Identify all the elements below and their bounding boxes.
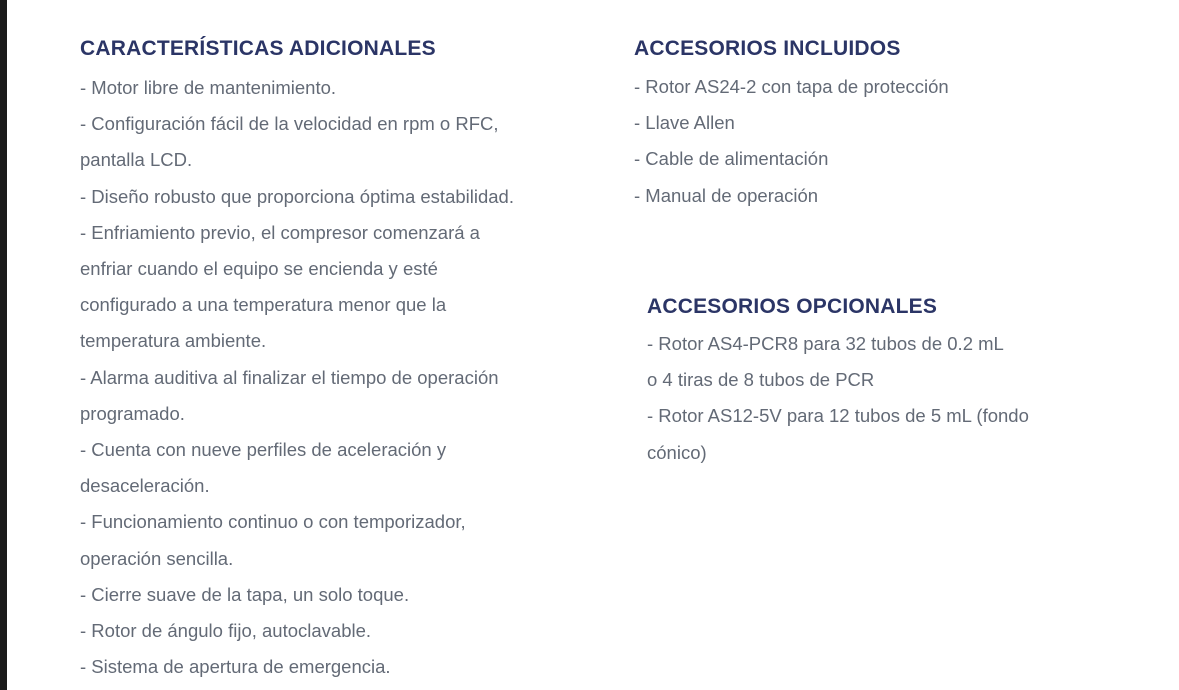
list-line: desaceleración. (80, 475, 210, 497)
list-line: - Alarma auditiva al finalizar el tiempo de operación (80, 366, 499, 388)
list-line: - Rotor AS24-2 con tapa de protección (634, 76, 949, 97)
list-line: - Manual de operación (634, 184, 819, 206)
list-line: - Cuenta con nueve perfiles de aceleración y (80, 439, 447, 461)
list-line: - Llave Allen (634, 112, 735, 134)
section-title-accesorios-opcionales: ACCESORIOS OPCIONALES (647, 295, 938, 318)
list-line: - Cable de alimentación (634, 148, 829, 170)
section-title-caracteristicas-adicionales: CARACTERÍSTICAS ADICIONALES (80, 37, 436, 60)
list-line: temperatura ambiente. (80, 330, 267, 352)
caracteristicas-list (80, 70, 514, 685)
list-line: - Rotor de ángulo fijo, autoclavable. (80, 620, 372, 642)
list-line: programado. (80, 402, 185, 424)
list-line: configurado a una temperatura menor que la (80, 294, 447, 316)
list-line: - Motor libre de mantenimiento. (80, 77, 337, 98)
list-line: - Rotor AS4-PCR8 para 32 tubos de 0.2 mL (647, 333, 1004, 354)
list-line: - Sistema de apertura de emergencia. (80, 656, 391, 678)
left-edge-strip (0, 0, 7, 690)
list-line: pantalla LCD. (80, 149, 193, 171)
list-line: - Diseño robusto que proporciona óptima estabilidad. (80, 185, 514, 207)
list-line: cónico) (647, 441, 707, 463)
list-line: o 4 tiras de 8 tubos de PCR (647, 369, 875, 391)
section-title-accesorios-incluidos: ACCESORIOS INCLUIDOS (634, 37, 901, 60)
accesorios-incluidos-list (634, 69, 949, 214)
list-line: operación sencilla. (80, 547, 234, 569)
list-line: enfriar cuando el equipo se encienda y esté (80, 258, 438, 280)
list-line: - Enfriamiento previo, el compresor comenzará a (80, 221, 480, 243)
list-line: - Cierre suave de la tapa, un solo toque. (80, 583, 410, 605)
list-line: - Configuración fácil de la velocidad en rpm o RFC, (80, 113, 499, 135)
list-line: - Rotor AS12-5V para 12 tubos de 5 mL (fondo (647, 405, 1029, 427)
list-line: - Funcionamiento continuo o con temporizador, (80, 511, 466, 533)
accesorios-opcionales-list (647, 326, 1029, 471)
